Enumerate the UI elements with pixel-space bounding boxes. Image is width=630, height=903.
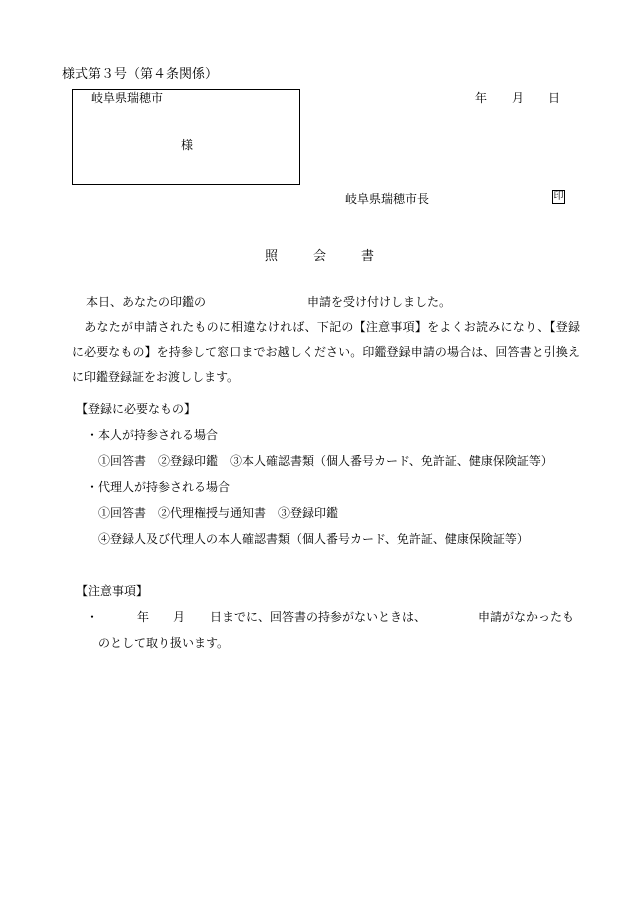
title-char-2: 会: [313, 249, 327, 264]
requirements-heading: 【登録に必要なもの】: [76, 402, 197, 416]
self-items: ①回答書 ②登録印鑑 ③本人確認書類（個人番号カード、免許証、健康保険証等）: [98, 454, 553, 468]
form-number: 様式第３号（第４条関係）: [62, 67, 219, 82]
issuer-name: 岐阜県瑞穂市長: [345, 192, 430, 206]
proxy-items-line-2: ④登録人及び代理人の本人確認書類（個人番号カード、免許証、健康保険証等）: [98, 532, 529, 546]
notes-bullet: ・: [86, 610, 99, 624]
intro-line-end: 申請を受け付けしました。: [307, 295, 452, 309]
self-heading: ・本人が持参される場合: [86, 428, 219, 442]
notes-day-text: 日までに、回答書の持参がないときは、: [210, 610, 427, 624]
proxy-heading: ・代理人が持参される場合: [86, 480, 231, 494]
date-day: 日: [548, 91, 561, 105]
addressee-honorific: 様: [181, 138, 194, 152]
notes-year: 年: [137, 610, 150, 624]
title-char-1: 照: [265, 249, 279, 264]
instructions-paragraph: [72, 315, 580, 390]
addressee-city: 岐阜県瑞穂市: [91, 91, 164, 105]
proxy-items-line-1: ①回答書 ②代理権授与通知書 ③登録印鑑: [98, 506, 339, 520]
notes-line-2: のとして取り扱います。: [98, 636, 230, 650]
notes-tail: 申請がなかったも: [478, 610, 575, 624]
seal-mark: 印: [553, 191, 564, 202]
instructions-text: あなたが申請されたものに相違なければ、下記の【注意事項】をよくお読みになり、【登録に必要なもの】を持参して窓口までお越しください。印鑑登録申請の場合は、回答書と引換えに印鑑登録証をお渡しします。: [72, 320, 580, 384]
intro-line-start: 本日、あなたの印鑑の: [86, 295, 207, 309]
title-char-3: 書: [361, 249, 375, 264]
date-year: 年: [475, 91, 488, 105]
date-month: 月: [512, 91, 525, 105]
notes-month: 月: [173, 610, 186, 624]
notes-heading: 【注意事項】: [76, 584, 149, 598]
